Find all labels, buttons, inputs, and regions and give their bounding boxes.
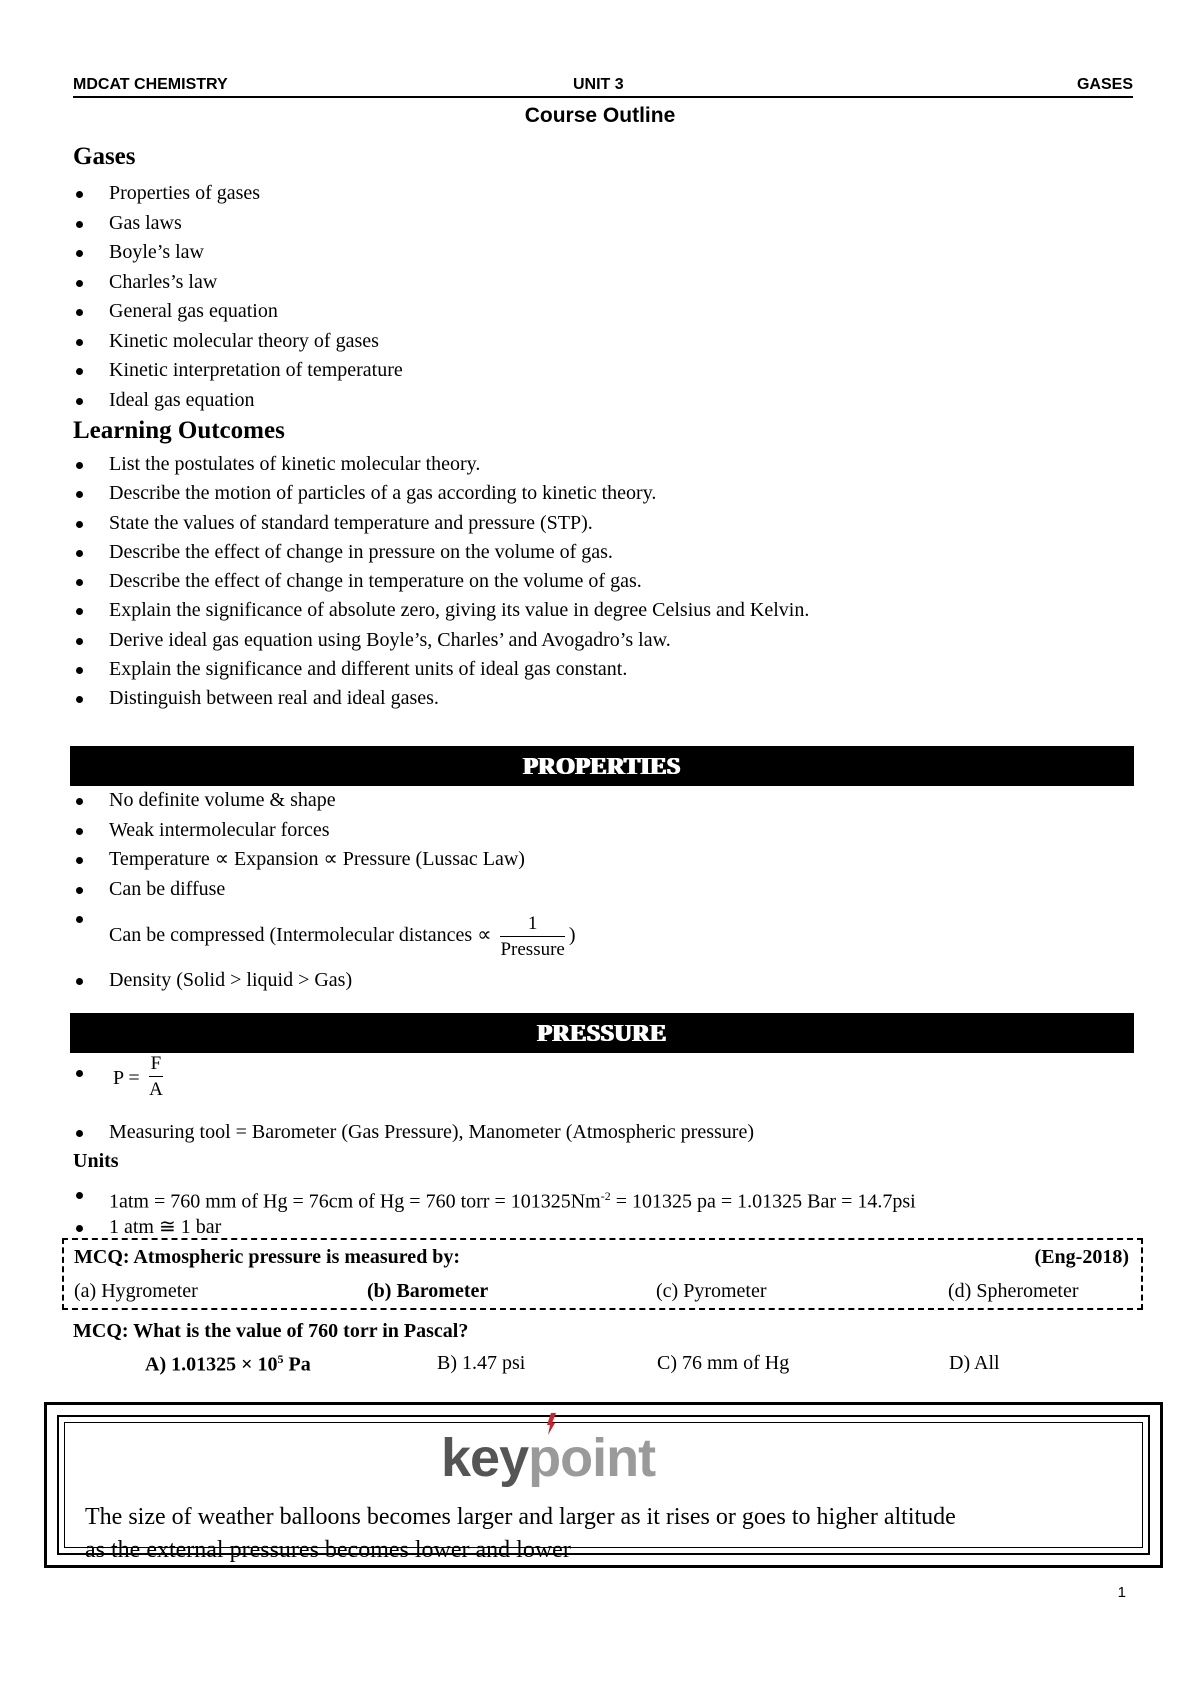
force-area-fraction — [149, 1054, 164, 1099]
keypoint-inner-frame — [57, 1415, 1150, 1563]
mcq-option-a: (a) Hygrometer — [74, 1280, 198, 1302]
units-list — [73, 1180, 916, 1243]
pressure-formula-list — [73, 1052, 167, 1114]
list-item: Can be diffuse — [73, 875, 576, 905]
list-item: Kinetic interpretation of temperature — [73, 356, 403, 386]
pressure-formula — [73, 1052, 167, 1114]
page-number: 1 — [1117, 1584, 1126, 1601]
page-header — [73, 74, 1133, 98]
list-item: Explain the significance and different units of ideal gas constant. — [73, 655, 809, 684]
list-item: Weak intermolecular forces — [73, 816, 576, 846]
option-a-exponent: 5 — [277, 1352, 284, 1366]
list-item-compressed — [73, 904, 576, 966]
inverse-pressure-fraction — [500, 914, 564, 959]
mcq-question: MCQ: What is the value of 760 torr in Pascal? — [73, 1320, 469, 1342]
mcq-option-d: D) All — [949, 1352, 1000, 1374]
learning-outcomes-heading: Learning Outcomes — [73, 417, 285, 444]
list-item: State the values of standard temperature and pressure (STP). — [73, 509, 809, 538]
list-item: Properties of gases — [73, 179, 403, 209]
list-item: Describe the motion of particles of a gas according to kinetic theory. — [73, 479, 809, 508]
properties-list — [73, 786, 576, 996]
keypoint-logo-key: key — [441, 1428, 529, 1488]
list-item: Measuring tool = Barometer (Gas Pressure), Manometer (Atmospheric pressure) — [73, 1118, 754, 1148]
mcq-option-d: (d) Spherometer — [948, 1280, 1079, 1302]
gases-topic-list — [73, 179, 403, 415]
properties-section-bar: PROPERTIES — [70, 746, 1134, 786]
lightning-icon — [545, 1413, 557, 1435]
list-item: No definite volume & shape — [73, 786, 576, 816]
option-a-unit: Pa — [283, 1353, 311, 1376]
list-item: Charles’s law — [73, 268, 403, 298]
keypoint-text-line: as the external pressures becomes lower and lower — [85, 1537, 571, 1563]
units-text-a: 1atm = 760 mm of Hg = 76cm of Hg = 760 torr = 101325Nm — [109, 1190, 601, 1213]
mcq-atmospheric-pressure — [62, 1238, 1143, 1310]
keypoint-logo — [441, 1428, 656, 1488]
fraction-numerator: 1 — [500, 914, 564, 937]
formula-lhs: P = — [113, 1067, 140, 1089]
keypoint-text — [85, 1501, 956, 1567]
mcq-option-c: C) 76 mm of Hg — [657, 1352, 790, 1374]
list-item: General gas equation — [73, 297, 403, 327]
course-outline-title: Course Outline — [524, 104, 676, 127]
mcq-option-a — [145, 1352, 311, 1377]
list-item: Distinguish between real and ideal gases. — [73, 684, 809, 713]
list-item: Describe the effect of change in temperature on the volume of gas. — [73, 567, 809, 596]
learning-outcomes-list — [73, 450, 809, 714]
list-item: Gas laws — [73, 209, 403, 239]
pressure-measuring-list — [73, 1118, 754, 1148]
mcq-option-c: (c) Pyrometer — [656, 1280, 767, 1302]
mcq-question: MCQ: Atmospheric pressure is measured by: — [74, 1246, 461, 1268]
mcq-option-b: B) 1.47 psi — [437, 1352, 526, 1374]
pressure-section-bar: PRESSURE — [70, 1013, 1134, 1053]
header-unit: UNIT 3 — [573, 76, 624, 93]
list-item: Density (Solid > liquid > Gas) — [73, 966, 576, 996]
list-item: Derive ideal gas equation using Boyle’s, Charles’ and Avogadro’s law. — [73, 626, 809, 655]
option-a-text: A) 1.01325 × 10 — [145, 1353, 278, 1376]
keypoint-box — [44, 1402, 1163, 1568]
list-item: Temperature ∝ Expansion ∝ Pressure (Lussac Law) — [73, 845, 576, 875]
list-item: Boyle’s law — [73, 238, 403, 268]
list-item: Kinetic molecular theory of gases — [73, 327, 403, 357]
units-text-b: = 101325 pa = 1.01325 Bar = 14.7psi — [610, 1190, 916, 1213]
fraction-numerator: F — [149, 1054, 164, 1077]
list-item: 1 atm ≅ 1 bar — [73, 1213, 916, 1243]
units-exponent: -2 — [600, 1189, 611, 1203]
gases-heading: Gases — [73, 143, 136, 170]
compressed-text: Can be compressed (Intermolecular distances ∝ — [109, 924, 492, 946]
list-item: Ideal gas equation — [73, 386, 403, 416]
list-item: List the postulates of kinetic molecular theory. — [73, 450, 809, 479]
header-subject: MDCAT CHEMISTRY — [73, 76, 228, 93]
keypoint-content — [64, 1422, 1143, 1563]
fraction-denominator: Pressure — [500, 938, 565, 960]
list-item: Describe the effect of change in pressure on the volume of gas. — [73, 538, 809, 567]
fraction-denominator: A — [149, 1078, 163, 1100]
mcq-source: (Eng-2018) — [1034, 1246, 1129, 1268]
keypoint-logo-point: point — [528, 1428, 656, 1488]
list-item: Explain the significance of absolute zero, giving its value in degree Celsius and Kelvin. — [73, 596, 809, 625]
list-item-units — [73, 1180, 916, 1213]
header-topic: GASES — [1076, 76, 1133, 93]
mcq-option-b: (b) Barometer — [367, 1280, 489, 1302]
keypoint-text-line: The size of weather balloons becomes larger and larger as it rises or goes to higher altitude — [85, 1504, 956, 1530]
compressed-close: ) — [568, 924, 576, 946]
units-heading: Units — [73, 1150, 119, 1172]
